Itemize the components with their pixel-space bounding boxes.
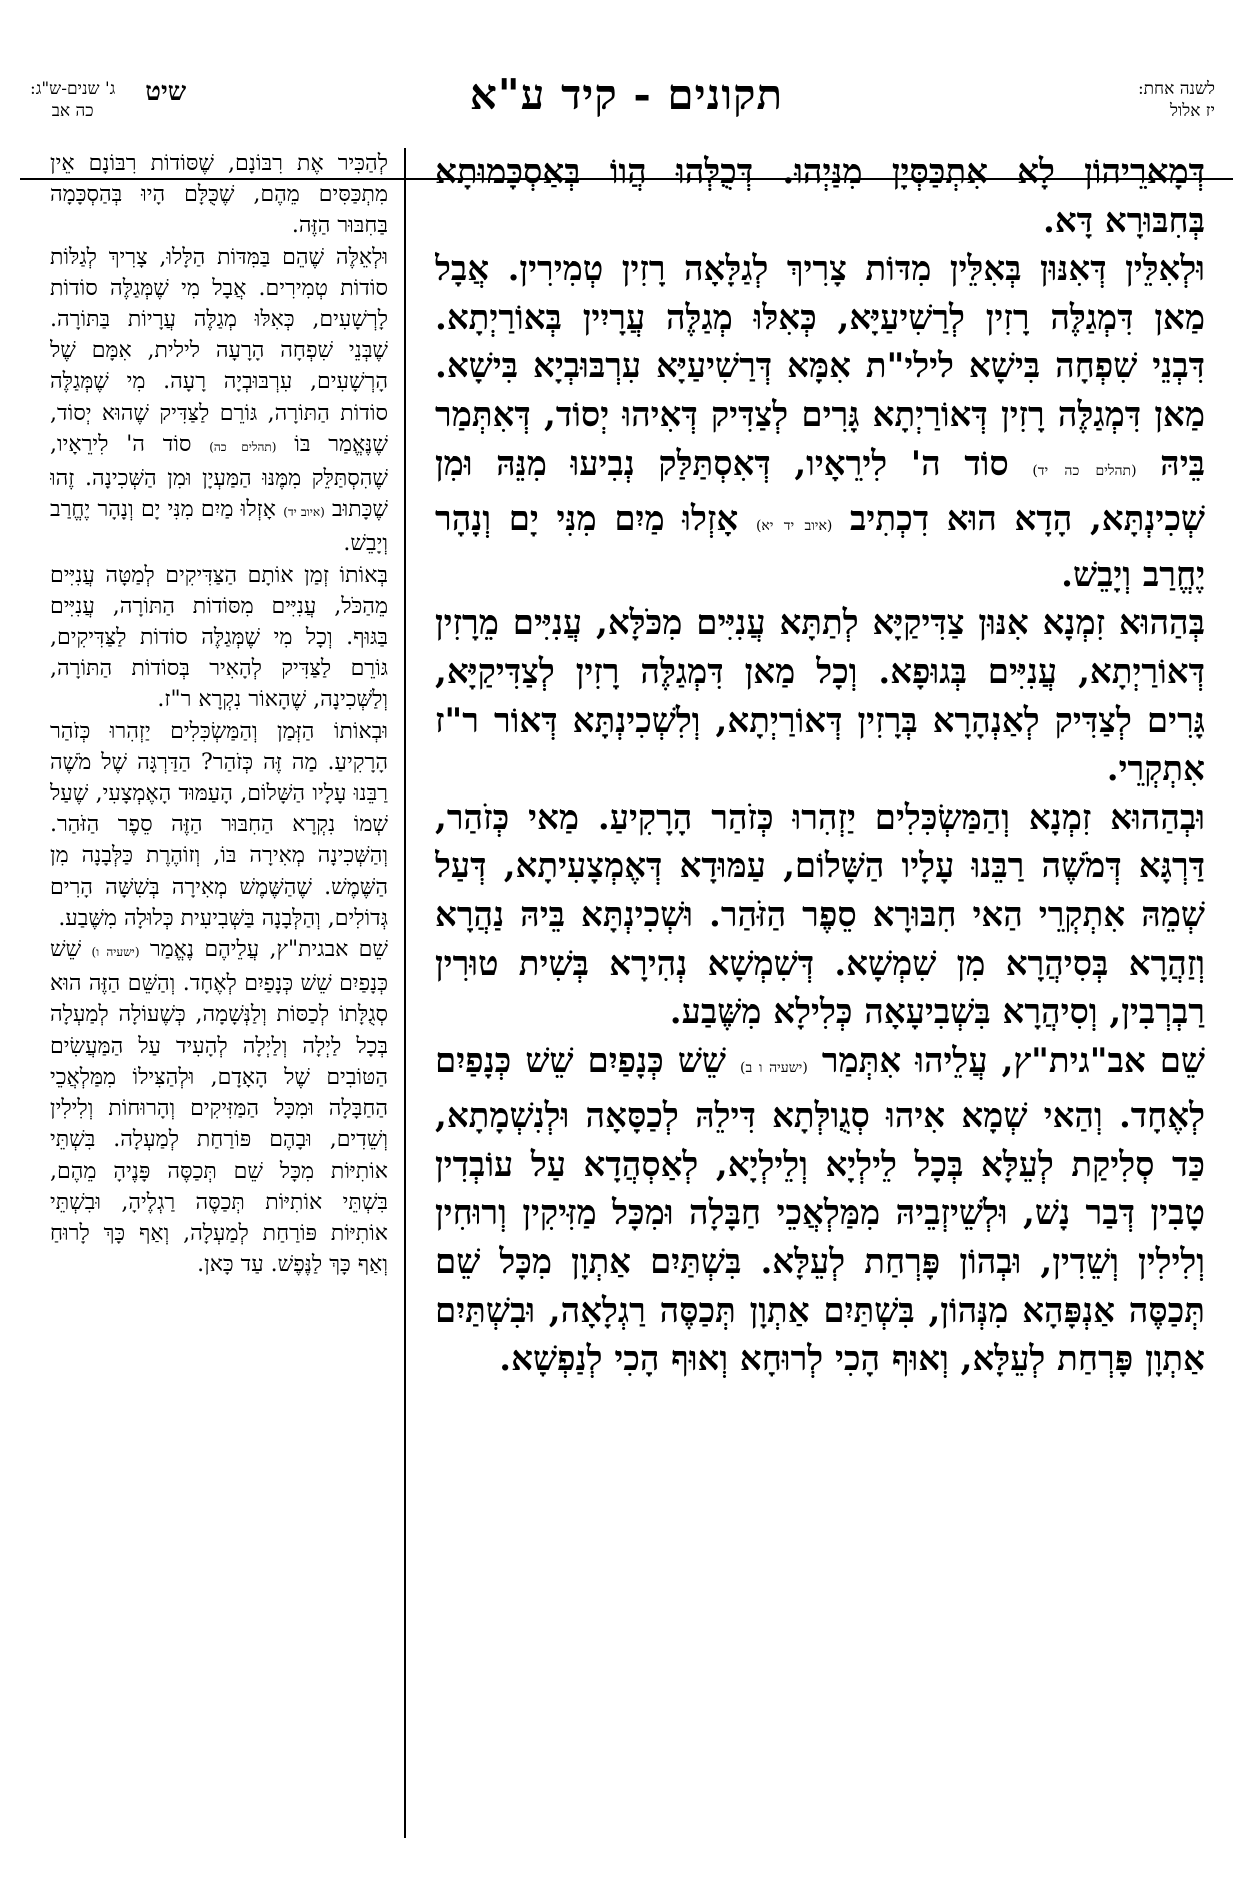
verse-reference: (תהלים כה) <box>209 439 277 454</box>
header-right-line1: לשנה אחת: <box>1137 79 1215 99</box>
side-paragraph <box>50 934 388 1280</box>
verse-reference: (תהלים כה יד) <box>1032 462 1137 479</box>
main-paragraph: וּבְהַהוּא זִמְנָא וְהַמַּשְׂכִּלִים יַזְהִרוּ כְּזֹהַר הָרָקִיעַ. מַאי כְּזֹהַר, דַּרְגָּא דְּמֹשֶׁה רַבֵּנוּ עָלָיו הַשָּׁלוֹם, עַמּוּדָא דְּאֶמְצָעִיתָא, דְּעַל שְׁמֵהּ אִתְקְרֵי הַאי חִבּוּרָא סֵפֶר הַזֹּהַר. וּשְׁכִינְתָּא בֵּיהּ נַהֲרָא וְזַהֲרָא בְּסִיהֲרָא מִן שִׁמְשָׁא. דְּשִׁמְשָׁא נְהִירָא בְּשִׁית טוּרִין רַבְרְבִין, וְסִיהֲרָא בִּשְׁבִיעָאָה כְּלִילָא מִשֶּׁבַע. <box>435 797 1205 1033</box>
side-text-span: שֵׁם אבגית"ץ, עֲלֵיהֶם נֶאֱמַר <box>149 937 388 963</box>
main-text-span: שֵׁשׁ כְּנָפַיִם שֵׁשׁ כְּנָפַיִם לְאֶחָד. וְהַאי שְׁמָא אִיהוּ סְגֻולְּתָא דִּילֵהּ לְכַסָּאָה וּלְנִשְׁמָתָא, כַּד סְלִיקַת לְעֵלָּא בְּכָל לֵילְיָא וְלֵילְיָא, לְאַסְהֲדָא עַל עוֹבְדִין טָבִין דְּבַר נָשׁ, וּלְשֵׁיזְבֵיהּ מִמַּלְאֲכֵי חַבָּלָה וּמִכָּל מַזִּיקִין וְרוּחִין וְלִילִין וְשֵׁדִין, וּבְהוֹן פָּרְחַת לְעֵלָּא. בִּשְׁתַּיִם אַתְוָן מִכָּל שֵׁם תְּכַסֶּה אַנְפָּהָא מִנְּהוֹן, בִּשְׁתַּיִם אַתְוָן תְּכַסֶּה רַגְלָאָה, וּבִשְׁתַּיִם אַתְוָן פָּרְחַת לְעֵלָּא, וְאוּף הָכִי לְרוּחָא וְאוּף הָכִי לְנַפְשָׁא. <box>435 1040 1205 1380</box>
main-text-span: סוֹד ה' לִירֵאָיו, דְּאִסְתַּלַּק נְבִיעוּ מִנֵּהּ וּמִן שְׁכִינְתָּא, הָדָא הוּא דִכְתִיב <box>435 443 1205 540</box>
main-paragraph: דְּמָארֵיהוֹן לָא אִתְכַּסְּיָן מִנַּיְהוּ. דְּכֻלְּהוּ הֲווֹ בְּאַסְכָּמוּתָא בְּחִבּוּרָא דָּא. <box>435 152 1205 241</box>
main-text-span: וּלְאִלֵּין דְּאִנּוּן בְּאִלֵּין מִדּוֹת צָרִיךְ לְגַלָּאָה רָזִין טְמִירִין. אֲבָל מַאן דִּמְגַלֶּה רָזִין לְרַשִׁיעַיָּא, כְּאִלּוּ מְגַלֶּה עֲרָיִין בְּאוֹרַיְתָא. דִּבְנֵי שִׁפְחָה בִּישָׁא לילי"ת אִמָּא דְּרַשִׁיעַיָּא עִרְבּוּבְיָא בִּישָׁא. מַאן דִּמְגַלֶּה רָזִין דְּאוֹרַיְתָא גָּרִים לְצַדִּיק דְּאִיהוּ יְסוֹד, דְּאִתְּמַר בֵּיהּ <box>435 249 1205 484</box>
header-right-line2: יז אלול <box>1169 101 1215 121</box>
main-paragraph: בְּהַהוּא זִמְנָא אִנּוּן צַדִּיקַיָּא לְתַתָּא עֲנִיִּים מִכֹּלָּא, עֲנִיִּים מֵרָזִין דְּאוֹרַיְתָא, עֲנִיִּים בְּגוּפָא. וְכָל מַאן דִּמְגַלֶּה רָזִין לְצַדִּיקַיָּא, גָּרִים לְצַדִּיק לְאַנְהָרָא בְּרָזִין דְּאוֹרַיְתָא, וְלִשְׁכִינְתָּא דְּאוֹר ר"ז אִתְקְרֵי. <box>435 603 1205 790</box>
page-number: שיט <box>145 77 187 107</box>
verse-reference: (איוב יד יא) <box>755 518 833 535</box>
side-paragraph: לְהַכִּיר אֶת רִבּוֹנָם, שֶׁסּוֹדוֹת רִבּוֹנָם אֵין מִתְכַּסִּים מֵהֶם, שֶׁכֻּלָּם הָיוּ בְּהַסְכָּמָה בַּחִבּוּר הַזֶּה. <box>50 151 388 239</box>
page <box>20 20 1233 1864</box>
side-paragraph <box>50 242 388 560</box>
translation-column <box>50 148 388 1838</box>
verse-reference: (ישעיה ו ב) <box>740 1059 808 1076</box>
main-text-span: אָזְלוּ מַיִם מִנִּי יָם וְנָהָר יֶחֱרַב וְיָבֵשׁ. <box>435 499 1205 595</box>
column-divider <box>404 148 406 1838</box>
page-header <box>20 60 1233 140</box>
main-paragraph <box>435 245 1205 599</box>
main-paragraph <box>435 1037 1205 1384</box>
verse-reference: (איוב יד) <box>283 505 325 520</box>
page-title: תקונים - קיד ע"א <box>469 70 784 119</box>
side-text-span: סוֹד ה' לִירֵאָיו, שֶׁהִסְתַּלֵּק מִמֶּנּוּ הַמַּעְיָן וּמִן הַשְּׁכִינָה. זֶהוּ שֶׁכָּתוּב <box>50 431 388 523</box>
side-text-span: וּלְאֵלֶּה שֶׁהֵם בַּמִּדּוֹת הַלָּלוּ, צָרִיךְ לְגַלּוֹת סוֹדוֹת טְמִירִים. אֲבָל מִי שֶׁמְּגַלֶּה סוֹדוֹת לָרְשָׁעִים, כְּאִלּוּ מְגַלֶּה עֲרָיוֹת בַּתּוֹרָה. שֶׁבְּנֵי שִׁפְחָה הָרָעָה לילית, אִמָּם שֶׁל הָרְשָׁעִים, עִרְבּוּבְיָה רָעָה. מִי שֶׁמְּגַלֶּה סוֹדוֹת הַתּוֹרָה, גּוֹרֵם לַצַּדִּיק שֶׁהוּא יְסוֹד, שֶׁנֶּאֱמַר בּוֹ <box>50 244 388 457</box>
header-left-line1: ג' שנים-ש"ג: <box>30 79 116 99</box>
side-text-span: אָזְלוּ מַיִם מִנִּי יָם וְנָהָר יֶחֱרַב וְיָבֵשׁ. <box>50 497 388 557</box>
main-text-span: שֵׁם אב"גית"ץ, עֲלֵיהוּ אִתְּמַר <box>821 1040 1205 1081</box>
side-paragraph: וּבְאוֹתוֹ הַזְּמַן וְהַמַּשְׂכִּלִים יַזְהִרוּ כְּזֹהַר הָרָקִיעַ. מַה זֶּה כְּזֹהַר? הַדַּרְגָּה שֶׁל מֹשֶׁה רַבֵּנוּ עָלָיו הַשָּׁלוֹם, הָעַמּוּד הָאֶמְצָעִי, שֶׁעַל שְׁמוֹ נִקְרָא הַחִבּוּר הַזֶּה סֵפֶר הַזֹּהַר. וְהַשְּׁכִינָה מְאִירָה בּוֹ, וְזוֹהֶרֶת כַּלְּבָנָה מִן הַשֶּׁמֶשׁ. שֶׁהַשֶּׁמֶשׁ מְאִירָה בְּשִׁשָּׁה הָרִים גְּדוֹלִים, וְהַלְּבָנָה בַּשְּׁבִיעִית כְּלוּלָה מִשֶּׁבַע. <box>50 718 388 931</box>
side-paragraph: בְּאוֹתוֹ זְמַן אוֹתָם הַצַּדִּיקִים לְמַטָּה עֲנִיִּים מֵהַכֹּל, עֲנִיִּים מִסּוֹדוֹת הַתּוֹרָה, עֲנִיִּים בַּגּוּף. וְכָל מִי שֶׁמְּגַלֶּה סוֹדוֹת לַצַּדִּיקִים, גּוֹרֵם לַצַּדִּיק לְהָאִיר בְּסוֹדוֹת הַתּוֹרָה, וְלַשְּׁכִינָה, שֶׁהָאוֹר נִקְרָא ר"ז. <box>50 562 388 713</box>
header-left-line2: כה אב <box>51 101 94 121</box>
main-text-column <box>435 148 1205 1838</box>
verse-reference: (ישעיה ו) <box>91 945 140 960</box>
header-left-dates <box>30 78 115 122</box>
side-text-span: שֵׁשׁ כְּנָפַיִם שֵׁשׁ כְּנָפַיִם לְאֶחָד. וְהַשֵּׁם הַזֶּה הוּא סְגֻלָּתוֹ לְכַסּוֹת וְלַנְּשָׁמָה, כְּשֶׁעוֹלָה לְמַעְלָה בְּכָל לַיְלָה וְלַיְלָה לְהָעִיד עַל הַמַּעֲשִׂים הַטּוֹבִים שֶׁל הָאָדָם, וּלְהַצִּילוֹ מִמַּלְאֲכֵי הַחַבָּלָה וּמִכָּל הַמַּזִּיקִים וְהָרוּחוֹת וְלִילִין וְשֵׁדִים, וּבָהֶם פּוֹרַחַת לְמַעְלָה. בִּשְׁתֵּי אוֹתִיּוֹת מִכָּל שֵׁם תְּכַסֶּה פָּנֶיהָ מֵהֶם, בִּשְׁתֵּי אוֹתִיּוֹת תְּכַסֶּה רַגְלֶיהָ, וּבִשְׁתֵּי אוֹתִיּוֹת פּוֹרַחַת לְמַעְלָה, וְאַף כָּךְ לָרוּחַ וְאַף כָּךְ לַנֶּפֶשׁ. עַד כָּאן. <box>50 937 388 1278</box>
header-left <box>30 78 186 122</box>
